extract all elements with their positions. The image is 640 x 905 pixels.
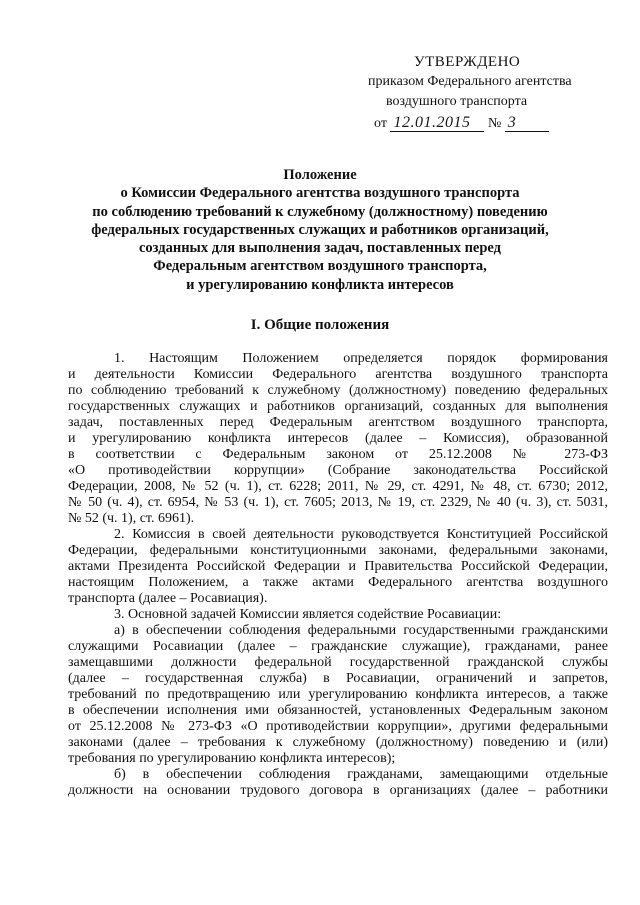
handwritten-number: 3 <box>505 114 549 132</box>
body-line: транспорта (далее – Росавиация). <box>68 591 268 606</box>
body-line: законами (далее – требования к служебному (должностному) поведению и (или) <box>68 735 608 750</box>
number-prefix: № <box>487 116 502 131</box>
body-line: и деятельности Комиссии Федерального агентства воздушного транспорта <box>68 367 608 382</box>
body-line: должности на основании трудового договора в организациях (далее – работники <box>68 783 608 798</box>
body-line: служащими Росавиации (далее – гражданские служащие), гражданами, ранее <box>68 639 608 654</box>
document-title <box>40 166 600 294</box>
body-line: № 52 (ч. 1), ст. 6961). <box>68 511 195 526</box>
body-line: требований по предотвращению или урегулированию конфликта интересов, а также <box>68 687 608 702</box>
section-heading: I. Общие положения <box>250 317 390 333</box>
body-line: «О противодействии коррупции» (Собрание законодательства Российской <box>68 463 608 478</box>
title-line: и урегулированию конфликта интересов <box>186 276 454 293</box>
body-line: (далее – государственная служба) в Росавиации, ограничений и запретов, <box>68 671 608 686</box>
body-line: государственных служащих и работников организаций, созданных для выполнения <box>68 399 608 414</box>
approval-agency-line: воздушного транспорта <box>386 94 528 109</box>
title-line: Положение <box>283 167 357 183</box>
title-line: созданных для выполнения задач, поставленных перед <box>139 240 501 257</box>
body-line: Федерации, федеральными конституционными законами, федеральными законами, <box>68 543 608 558</box>
title-line: федеральных государственных служащих и работников организаций, <box>91 221 549 238</box>
body-line: задач, поставленных перед Федеральным агентством воздушного транспорта, <box>68 415 608 430</box>
body-line: в соответствии с Федеральным законом от 25.12.2008 № 273-ФЗ <box>68 447 608 462</box>
title-line: по соблюдению требований к служебному (должностному) поведению <box>92 203 548 220</box>
body-line: № 50 (ч. 4), ст. 6954, № 53 (ч. 1), ст. 7605; 2013, № 19, ст. 2329, № 40 (ч. 3), ст. 5031, <box>68 495 608 510</box>
approved-label: УТВЕРЖДЕНО <box>414 54 521 70</box>
body-line: и урегулированию конфликта интересов (далее – Комиссия), образованной <box>68 431 608 446</box>
handwritten-date: 12.01.2015 <box>390 114 484 132</box>
body-line: Федерации, 2008, № 52 (ч. 1), ст. 6228; 2011, № 29, ст. 4291, № 48, ст. 6730; 2012, <box>68 479 608 494</box>
document-body <box>68 351 608 799</box>
body-line: а) в обеспечении соблюдения федеральными государственными гражданскими <box>114 623 608 638</box>
title-line: о Комиссии Федерального агентства воздушного транспорта <box>120 185 520 202</box>
body-line: по соблюдению требований к служебному (должностному) поведению федеральных <box>68 383 608 398</box>
approval-stamp <box>368 52 628 134</box>
body-line: актами Президента Российской Федерации и Правительства Российской Федерации, <box>68 559 608 574</box>
body-line: требования по урегулированию конфликта интересов); <box>68 751 396 766</box>
body-line: б) в обеспечении соблюдения гражданами, замещающими отдельные <box>114 767 608 782</box>
body-line: настоящим Положением, а также актами Федерального агентства воздушного <box>68 575 608 590</box>
body-line: 3. Основной задачей Комиссии является содействие Росавиации: <box>114 607 502 622</box>
approval-date-line <box>368 114 628 134</box>
date-prefix: от <box>374 116 387 131</box>
body-line: 1. Настоящим Положением определяется порядок формирования <box>114 351 608 366</box>
body-line: в обеспечении исполнения ими обязанностей, установленных Федеральным законом <box>68 703 608 718</box>
approval-order-line: приказом Федерального агентства <box>368 74 572 89</box>
body-line: замещавшими должности федеральной государственной гражданской службы <box>68 655 608 670</box>
title-line: Федеральным агентством воздушного транспорта, <box>153 258 487 275</box>
body-line: от 25.12.2008 № 273-ФЗ «О противодействии коррупции», другими федеральными <box>68 719 608 734</box>
body-line: 2. Комиссия в своей деятельности руководствуется Конституцией Российской <box>114 527 608 542</box>
